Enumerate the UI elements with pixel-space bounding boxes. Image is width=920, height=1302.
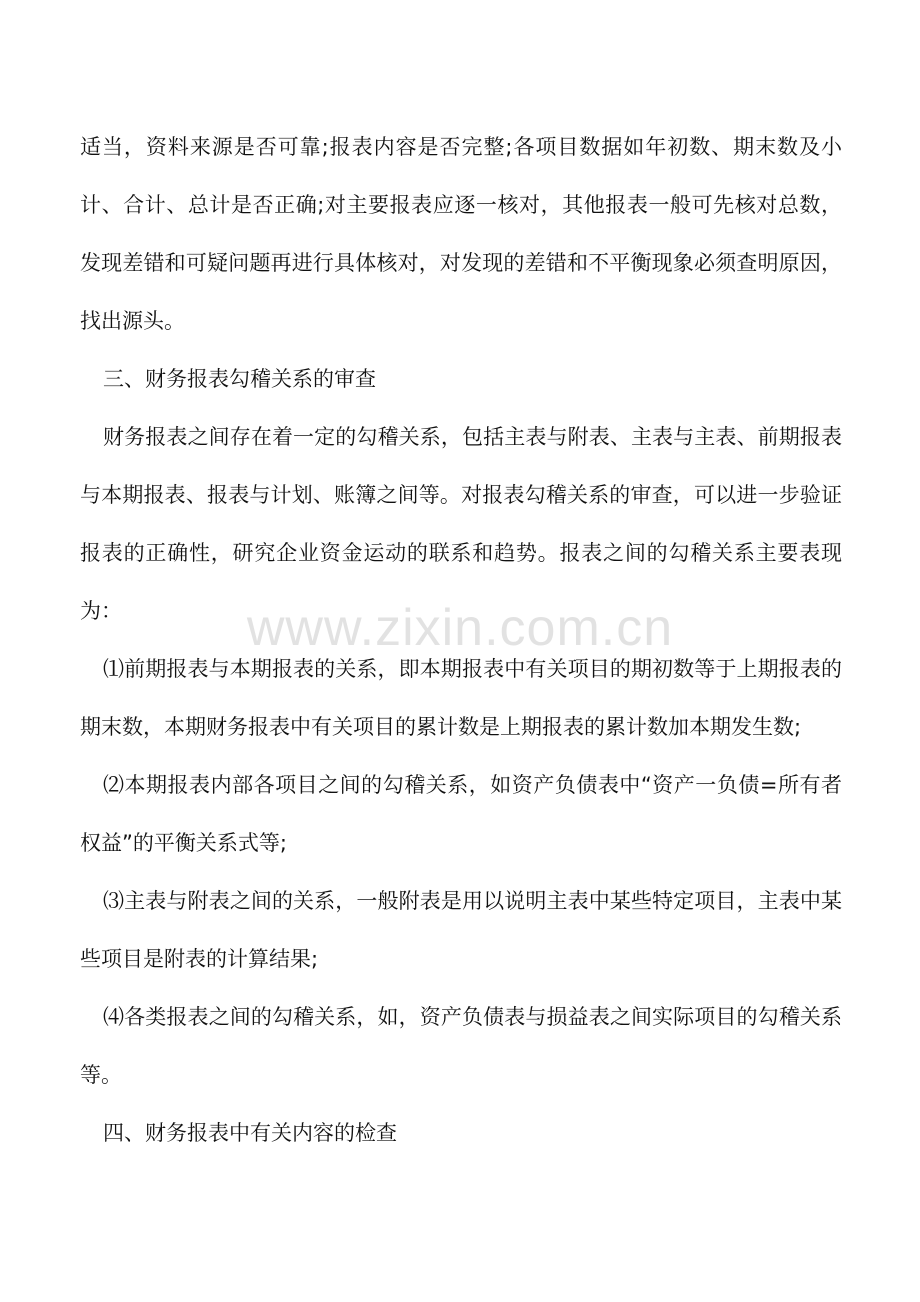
- list-item-1: ⑴前期报表与本期报表的关系，即本期报表中有关项目的期初数等于上期报表的期末数，本期财务报表中有关项目的累计数是上期报表的累计数加本期发生数;: [80, 657, 842, 739]
- paragraph-continuation: 适当，资料来源是否可靠;报表内容是否完整;各项目数据如年初数、期末数及小计、合计、总计是否正确;对主要报表应逐一核对，其他报表一般可先核对总数，发现差错和可疑问题再进行具体核对，对发现的差错和不平衡现象必须查明原因，找出源头。: [80, 135, 842, 333]
- watermark: www.zixin.com.cn: [246, 599, 674, 657]
- list-item-4: ⑷各类报表之间的勾稽关系，如，资产负债表与损益表之间实际项目的勾稽关系等。: [80, 1005, 842, 1087]
- section-heading-3: 三、财务报表勾稽关系的审查: [103, 367, 376, 391]
- list-item-3: ⑶主表与附表之间的关系，一般附表是用以说明主表中某些特定项目，主表中某些项目是附表的计算结果;: [80, 889, 842, 971]
- paragraph-intro: 财务报表之间存在着一定的勾稽关系，包括主表与附表、主表与主表、前期报表与本期报表、报表与计划、账簿之间等。对报表勾稽关系的审查，可以进一步验证报表的正确性，研究企业资金运动的联系和趋势。报表之间的勾稽关系主要表现为：: [80, 425, 842, 623]
- document-body: [80, 118, 842, 1162]
- list-item-2: ⑵本期报表内部各项目之间的勾稽关系，如资产负债表中“资产一负债=所有者权益”的平衡关系式等;: [80, 773, 842, 855]
- section-heading-4: 四、财务报表中有关内容的检查: [103, 1121, 397, 1145]
